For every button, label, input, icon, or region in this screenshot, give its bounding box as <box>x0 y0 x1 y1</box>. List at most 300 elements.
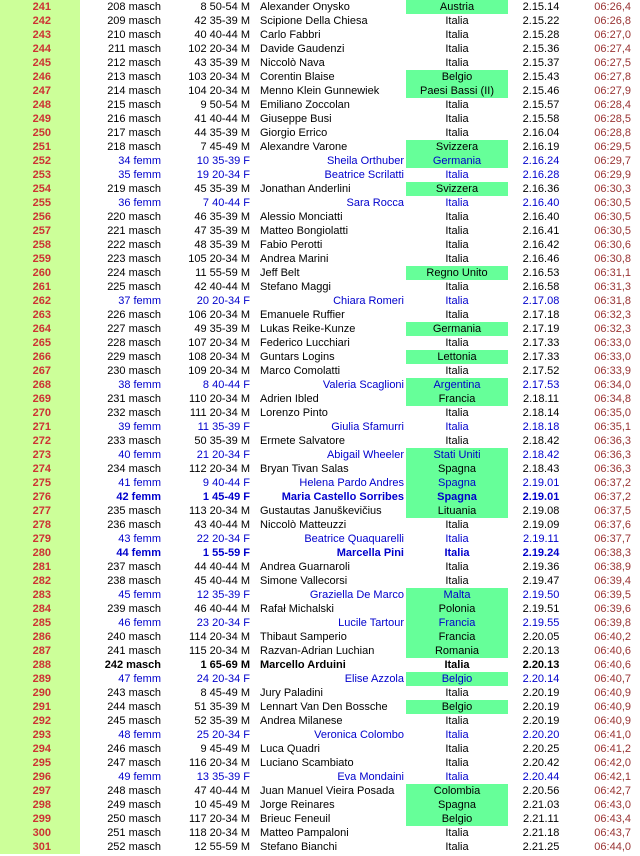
position-cell: 301 <box>0 840 80 854</box>
table-row <box>0 630 640 644</box>
time-cell: 2.15.43 <box>522 71 560 83</box>
country-cell: Spagna <box>406 462 508 476</box>
category-cell: 20 20-34 F <box>196 295 250 307</box>
name-cell: Stefano Maggi <box>260 281 331 293</box>
position-cell: 276 <box>0 490 80 504</box>
gender-rank-cell: 37 femm <box>118 295 161 307</box>
country-cell: Lituania <box>406 504 508 518</box>
position-cell: 294 <box>0 742 80 756</box>
country-cell: Romania <box>406 644 508 658</box>
time-cell: 2.16.24 <box>522 155 560 167</box>
country-cell: Regno Unito <box>406 266 508 280</box>
time-cell: 2.16.19 <box>522 141 560 153</box>
position-cell: 286 <box>0 630 80 644</box>
category-cell: 112 20-34 M <box>189 463 250 475</box>
pace-cell: 06:44,0 <box>594 841 631 853</box>
country-cell: Belgio <box>406 812 508 826</box>
pace-cell: 06:30,5 <box>594 211 631 223</box>
pace-cell: 06:43,4 <box>594 813 631 825</box>
country-cell: Italia <box>445 715 469 727</box>
pace-cell: 06:37,5 <box>594 505 631 517</box>
name-cell: Gustautas Januškevičius <box>260 505 382 517</box>
name-cell: Marcella Pini <box>336 547 404 559</box>
time-cell: 2.16.46 <box>522 253 560 265</box>
country-cell: Italia <box>445 841 469 853</box>
time-cell: 2.18.42 <box>522 435 560 447</box>
pace-cell: 06:31,1 <box>594 267 631 279</box>
country-cell: Italia <box>445 743 469 755</box>
table-row <box>0 196 640 210</box>
table-row <box>0 112 640 126</box>
position-cell: 255 <box>0 196 80 210</box>
position-cell: 247 <box>0 84 80 98</box>
country-cell: Italia <box>445 757 469 769</box>
name-cell: Marcello Arduini <box>260 659 346 671</box>
country-cell: Italia <box>445 337 469 349</box>
gender-rank-cell: 36 femm <box>118 197 161 209</box>
time-cell: 2.19.47 <box>522 575 560 587</box>
table-row <box>0 224 640 238</box>
position-cell: 282 <box>0 574 80 588</box>
gender-rank-cell: 233 masch <box>107 435 161 447</box>
time-cell: 2.18.18 <box>522 421 560 433</box>
pace-cell: 06:39,8 <box>594 617 631 629</box>
gender-rank-cell: 247 masch <box>107 757 161 769</box>
gender-rank-cell: 228 masch <box>107 337 161 349</box>
country-cell: Belgio <box>406 70 508 84</box>
table-row <box>0 98 640 112</box>
name-cell: Andrea Guarnaroli <box>260 561 350 573</box>
country-cell: Italia <box>445 519 469 531</box>
time-cell: 2.19.01 <box>522 491 560 503</box>
pace-cell: 06:30,5 <box>594 197 631 209</box>
time-cell: 2.20.20 <box>522 729 560 741</box>
name-cell: Bryan Tivan Salas <box>260 463 349 475</box>
gender-rank-cell: 41 femm <box>118 477 161 489</box>
table-row <box>0 686 640 700</box>
table-row <box>0 826 640 840</box>
category-cell: 49 35-39 M <box>194 323 250 335</box>
table-row <box>0 322 640 336</box>
name-cell: Jeff Belt <box>260 267 300 279</box>
pace-cell: 06:31,3 <box>594 281 631 293</box>
category-cell: 23 20-34 F <box>196 617 250 629</box>
category-cell: 44 35-39 M <box>194 127 250 139</box>
category-cell: 1 45-49 F <box>202 491 250 503</box>
pace-cell: 06:30,6 <box>594 239 631 251</box>
pace-cell: 06:28,4 <box>594 99 631 111</box>
table-row <box>0 266 640 280</box>
country-cell: Italia <box>445 687 469 699</box>
time-cell: 2.15.58 <box>522 113 560 125</box>
category-cell: 106 20-34 M <box>188 309 250 321</box>
gender-rank-cell: 221 masch <box>107 225 161 237</box>
name-cell: Sara Rocca <box>346 197 404 209</box>
table-row <box>0 126 640 140</box>
pace-cell: 06:41,0 <box>594 729 631 741</box>
country-cell: Italia <box>445 29 469 41</box>
table-row <box>0 728 640 742</box>
position-cell: 252 <box>0 154 80 168</box>
gender-rank-cell: 244 masch <box>107 701 161 713</box>
pace-cell: 06:30,3 <box>594 183 631 195</box>
pace-cell: 06:40,7 <box>594 673 631 685</box>
name-cell: Andrea Marini <box>260 253 329 265</box>
pace-cell: 06:35,1 <box>594 421 631 433</box>
position-cell: 262 <box>0 294 80 308</box>
pace-cell: 06:33,9 <box>594 365 631 377</box>
pace-cell: 06:38,9 <box>594 561 631 573</box>
table-row <box>0 756 640 770</box>
table-row <box>0 406 640 420</box>
table-row <box>0 392 640 406</box>
table-row <box>0 616 640 630</box>
pace-cell: 06:40,6 <box>594 659 631 671</box>
pace-cell: 06:36,3 <box>594 449 631 461</box>
name-cell: Sheila Orthuber <box>326 155 404 167</box>
time-cell: 2.20.56 <box>522 785 560 797</box>
time-cell: 2.16.53 <box>522 267 560 279</box>
gender-rank-cell: 225 masch <box>107 281 161 293</box>
table-row <box>0 210 640 224</box>
name-cell: Luciano Scambiato <box>260 757 354 769</box>
pace-cell: 06:37,2 <box>594 477 631 489</box>
position-cell: 296 <box>0 770 80 784</box>
time-cell: 2.19.51 <box>522 603 560 615</box>
time-cell: 2.17.19 <box>522 323 560 335</box>
country-cell: Italia <box>445 15 469 27</box>
table-row <box>0 448 640 462</box>
name-cell: Jury Paladini <box>260 687 323 699</box>
table-row <box>0 644 640 658</box>
position-cell: 243 <box>0 28 80 42</box>
position-cell: 241 <box>0 0 80 14</box>
time-cell: 2.19.09 <box>522 519 560 531</box>
table-row <box>0 560 640 574</box>
country-cell: Spagna <box>406 490 508 504</box>
name-cell: Helena Pardo Andres <box>299 477 404 489</box>
category-cell: 12 35-39 F <box>196 589 250 601</box>
position-cell: 272 <box>0 434 80 448</box>
table-row <box>0 784 640 798</box>
pace-cell: 06:40,6 <box>594 645 631 657</box>
category-cell: 46 40-44 M <box>194 603 250 615</box>
position-cell: 248 <box>0 98 80 112</box>
position-cell: 291 <box>0 700 80 714</box>
time-cell: 2.17.53 <box>522 379 560 391</box>
gender-rank-cell: 47 femm <box>118 673 161 685</box>
gender-rank-cell: 214 masch <box>107 85 161 97</box>
position-cell: 288 <box>0 658 80 672</box>
gender-rank-cell: 236 masch <box>107 519 161 531</box>
position-cell: 254 <box>0 182 80 196</box>
pace-cell: 06:28,5 <box>594 113 631 125</box>
country-cell: Austria <box>406 0 508 14</box>
pace-cell: 06:40,9 <box>594 715 631 727</box>
time-cell: 2.20.13 <box>522 659 560 671</box>
gender-rank-cell: 241 masch <box>107 645 161 657</box>
pace-cell: 06:36,3 <box>594 463 631 475</box>
table-row <box>0 588 640 602</box>
time-cell: 2.16.04 <box>522 127 560 139</box>
gender-rank-cell: 245 masch <box>107 715 161 727</box>
gender-rank-cell: 240 masch <box>107 631 161 643</box>
gender-rank-cell: 220 masch <box>107 211 161 223</box>
name-cell: Chiara Romeri <box>333 295 404 307</box>
time-cell: 2.20.25 <box>522 743 560 755</box>
category-cell: 41 40-44 M <box>194 113 250 125</box>
position-cell: 279 <box>0 532 80 546</box>
time-cell: 2.15.46 <box>522 85 560 97</box>
time-cell: 2.19.08 <box>522 505 560 517</box>
position-cell: 256 <box>0 210 80 224</box>
position-cell: 269 <box>0 392 80 406</box>
table-row <box>0 532 640 546</box>
category-cell: 42 35-39 M <box>194 15 250 27</box>
country-cell: Lettonia <box>406 350 508 364</box>
gender-rank-cell: 35 femm <box>118 169 161 181</box>
table-row <box>0 602 640 616</box>
country-cell: Italia <box>445 57 469 69</box>
pace-cell: 06:29,7 <box>594 155 631 167</box>
name-cell: Andrea Milanese <box>260 715 343 727</box>
gender-rank-cell: 242 masch <box>104 659 161 671</box>
name-cell: Fabio Perotti <box>260 239 323 251</box>
country-cell: Francia <box>406 630 508 644</box>
gender-rank-cell: 40 femm <box>118 449 161 461</box>
gender-rank-cell: 248 masch <box>107 785 161 797</box>
gender-rank-cell: 213 masch <box>107 71 161 83</box>
category-cell: 48 35-39 M <box>194 239 250 251</box>
position-cell: 268 <box>0 378 80 392</box>
name-cell: Beatrice Scrilatti <box>324 169 404 181</box>
pace-cell: 06:36,3 <box>594 435 631 447</box>
name-cell: Veronica Colombo <box>314 729 404 741</box>
time-cell: 2.21.03 <box>522 799 560 811</box>
gender-rank-cell: 235 masch <box>107 505 161 517</box>
country-cell: Italia <box>445 771 469 783</box>
pace-cell: 06:43,7 <box>594 827 631 839</box>
table-row <box>0 28 640 42</box>
name-cell: Alexandre Varone <box>260 141 348 153</box>
time-cell: 2.18.43 <box>522 463 560 475</box>
time-cell: 2.20.19 <box>522 701 560 713</box>
table-row <box>0 476 640 490</box>
position-cell: 267 <box>0 364 80 378</box>
category-cell: 21 20-34 F <box>196 449 250 461</box>
pace-cell: 06:30,5 <box>594 225 631 237</box>
category-cell: 114 20-34 M <box>189 631 250 643</box>
pace-cell: 06:27,8 <box>594 71 631 83</box>
name-cell: Davide Gaudenzi <box>260 43 345 55</box>
category-cell: 52 35-39 M <box>194 715 250 727</box>
category-cell: 9 50-54 M <box>200 99 250 111</box>
gender-rank-cell: 237 masch <box>107 561 161 573</box>
country-cell: Stati Uniti <box>406 448 508 462</box>
gender-rank-cell: 215 masch <box>107 99 161 111</box>
time-cell: 2.15.28 <box>522 29 560 41</box>
name-cell: Menno Klein Gunnewiek <box>260 85 380 97</box>
gender-rank-cell: 252 masch <box>107 841 161 853</box>
time-cell: 2.16.40 <box>522 197 560 209</box>
category-cell: 1 65-69 M <box>200 659 250 671</box>
name-cell: Lukas Reike-Kunze <box>260 323 356 335</box>
country-cell: Italia <box>445 127 469 139</box>
gender-rank-cell: 250 masch <box>107 813 161 825</box>
table-row <box>0 168 640 182</box>
pace-cell: 06:29,9 <box>594 169 631 181</box>
gender-rank-cell: 49 femm <box>118 771 161 783</box>
pace-cell: 06:42,0 <box>594 757 631 769</box>
time-cell: 2.20.19 <box>522 687 560 699</box>
gender-rank-cell: 211 masch <box>108 43 161 55</box>
time-cell: 2.16.41 <box>522 225 560 237</box>
position-cell: 285 <box>0 616 80 630</box>
name-cell: Lennart Van Den Bossche <box>260 701 388 713</box>
time-cell: 2.19.11 <box>523 533 559 545</box>
name-cell: Niccolò Nava <box>260 57 325 69</box>
category-cell: 8 50-54 M <box>200 1 250 13</box>
country-cell: Italia <box>445 225 469 237</box>
time-cell: 2.18.42 <box>522 449 560 461</box>
name-cell: Alexander Onysko <box>260 1 350 13</box>
table-row <box>0 434 640 448</box>
category-cell: 1 55-59 F <box>202 547 250 559</box>
name-cell: Lorenzo Pinto <box>260 407 328 419</box>
table-row <box>0 350 640 364</box>
pace-cell: 06:43,0 <box>594 799 631 811</box>
name-cell: Beatrice Quaquarelli <box>304 533 404 545</box>
category-cell: 117 20-34 M <box>189 813 250 825</box>
name-cell: Adrien Ibled <box>260 393 319 405</box>
country-cell: Malta <box>406 588 508 602</box>
gender-rank-cell: 210 masch <box>107 29 161 41</box>
pace-cell: 06:32,3 <box>594 323 631 335</box>
gender-rank-cell: 219 masch <box>107 183 161 195</box>
pace-cell: 06:27,9 <box>594 85 631 97</box>
pace-cell: 06:38,3 <box>594 547 631 559</box>
gender-rank-cell: 218 masch <box>107 141 161 153</box>
country-cell: Italia <box>445 169 469 181</box>
table-row <box>0 140 640 154</box>
time-cell: 2.16.40 <box>522 211 560 223</box>
table-row <box>0 42 640 56</box>
table-row <box>0 294 640 308</box>
gender-rank-cell: 238 masch <box>107 575 161 587</box>
country-cell: Italia <box>445 421 469 433</box>
gender-rank-cell: 46 femm <box>118 617 161 629</box>
category-cell: 46 35-39 M <box>194 211 250 223</box>
position-cell: 245 <box>0 56 80 70</box>
gender-rank-cell: 239 masch <box>107 603 161 615</box>
category-cell: 10 45-49 M <box>194 799 250 811</box>
time-cell: 2.19.01 <box>522 477 560 489</box>
pace-cell: 06:40,9 <box>594 701 631 713</box>
category-cell: 22 20-34 F <box>196 533 250 545</box>
table-row <box>0 308 640 322</box>
category-cell: 51 35-39 M <box>194 701 250 713</box>
position-cell: 283 <box>0 588 80 602</box>
position-cell: 258 <box>0 238 80 252</box>
time-cell: 2.17.18 <box>522 309 560 321</box>
time-cell: 2.20.44 <box>522 771 560 783</box>
country-cell: Svizzera <box>406 140 508 154</box>
gender-rank-cell: 45 femm <box>118 589 161 601</box>
table-row <box>0 504 640 518</box>
position-cell: 253 <box>0 168 80 182</box>
time-cell: 2.16.36 <box>522 183 560 195</box>
position-cell: 271 <box>0 420 80 434</box>
country-cell: Spagna <box>406 476 508 490</box>
pace-cell: 06:40,2 <box>594 631 631 643</box>
table-row <box>0 714 640 728</box>
category-cell: 24 20-34 F <box>196 673 250 685</box>
country-cell: Francia <box>406 616 508 630</box>
name-cell: Thibaut Samperio <box>260 631 347 643</box>
category-cell: 11 35-39 F <box>197 421 250 433</box>
time-cell: 2.17.08 <box>522 295 560 307</box>
name-cell: Niccolò Matteuzzi <box>260 519 347 531</box>
gender-rank-cell: 226 masch <box>107 309 161 321</box>
gender-rank-cell: 224 masch <box>107 267 161 279</box>
time-cell: 2.19.50 <box>522 589 560 601</box>
gender-rank-cell: 34 femm <box>118 155 161 167</box>
table-row <box>0 252 640 266</box>
category-cell: 9 45-49 M <box>200 743 250 755</box>
name-cell: Alessio Monciatti <box>260 211 343 223</box>
position-cell: 250 <box>0 126 80 140</box>
time-cell: 2.19.55 <box>522 617 560 629</box>
position-cell: 251 <box>0 140 80 154</box>
position-cell: 299 <box>0 812 80 826</box>
time-cell: 2.15.57 <box>522 99 560 111</box>
time-cell: 2.16.58 <box>522 281 560 293</box>
time-cell: 2.16.42 <box>522 239 560 251</box>
table-row <box>0 336 640 350</box>
time-cell: 2.16.28 <box>522 169 560 181</box>
gender-rank-cell: 251 masch <box>107 827 161 839</box>
position-cell: 277 <box>0 504 80 518</box>
category-cell: 11 55-59 M <box>195 267 250 279</box>
position-cell: 295 <box>0 756 80 770</box>
pace-cell: 06:35,0 <box>594 407 631 419</box>
name-cell: Jorge Reinares <box>260 799 335 811</box>
time-cell: 2.20.14 <box>522 673 560 685</box>
pace-cell: 06:42,1 <box>594 771 631 783</box>
name-cell: Brieuc Feneuil <box>260 813 331 825</box>
table-row <box>0 280 640 294</box>
position-cell: 257 <box>0 224 80 238</box>
table-row <box>0 658 640 672</box>
table-row <box>0 770 640 784</box>
time-cell: 2.17.33 <box>522 351 560 363</box>
gender-rank-cell: 44 femm <box>116 547 161 559</box>
pace-cell: 06:27,0 <box>594 29 631 41</box>
gender-rank-cell: 212 masch <box>107 57 161 69</box>
pace-cell: 06:26,4 <box>594 1 631 13</box>
name-cell: Matteo Pampaloni <box>260 827 349 839</box>
category-cell: 103 20-34 M <box>188 71 250 83</box>
position-cell: 290 <box>0 686 80 700</box>
time-cell: 2.15.22 <box>522 15 560 27</box>
country-cell: Italia <box>445 435 469 447</box>
pace-cell: 06:34,0 <box>594 379 631 391</box>
pace-cell: 06:39,4 <box>594 575 631 587</box>
pace-cell: 06:31,8 <box>594 295 631 307</box>
country-cell: Italia <box>445 575 469 587</box>
position-cell: 298 <box>0 798 80 812</box>
pace-cell: 06:40,9 <box>594 687 631 699</box>
